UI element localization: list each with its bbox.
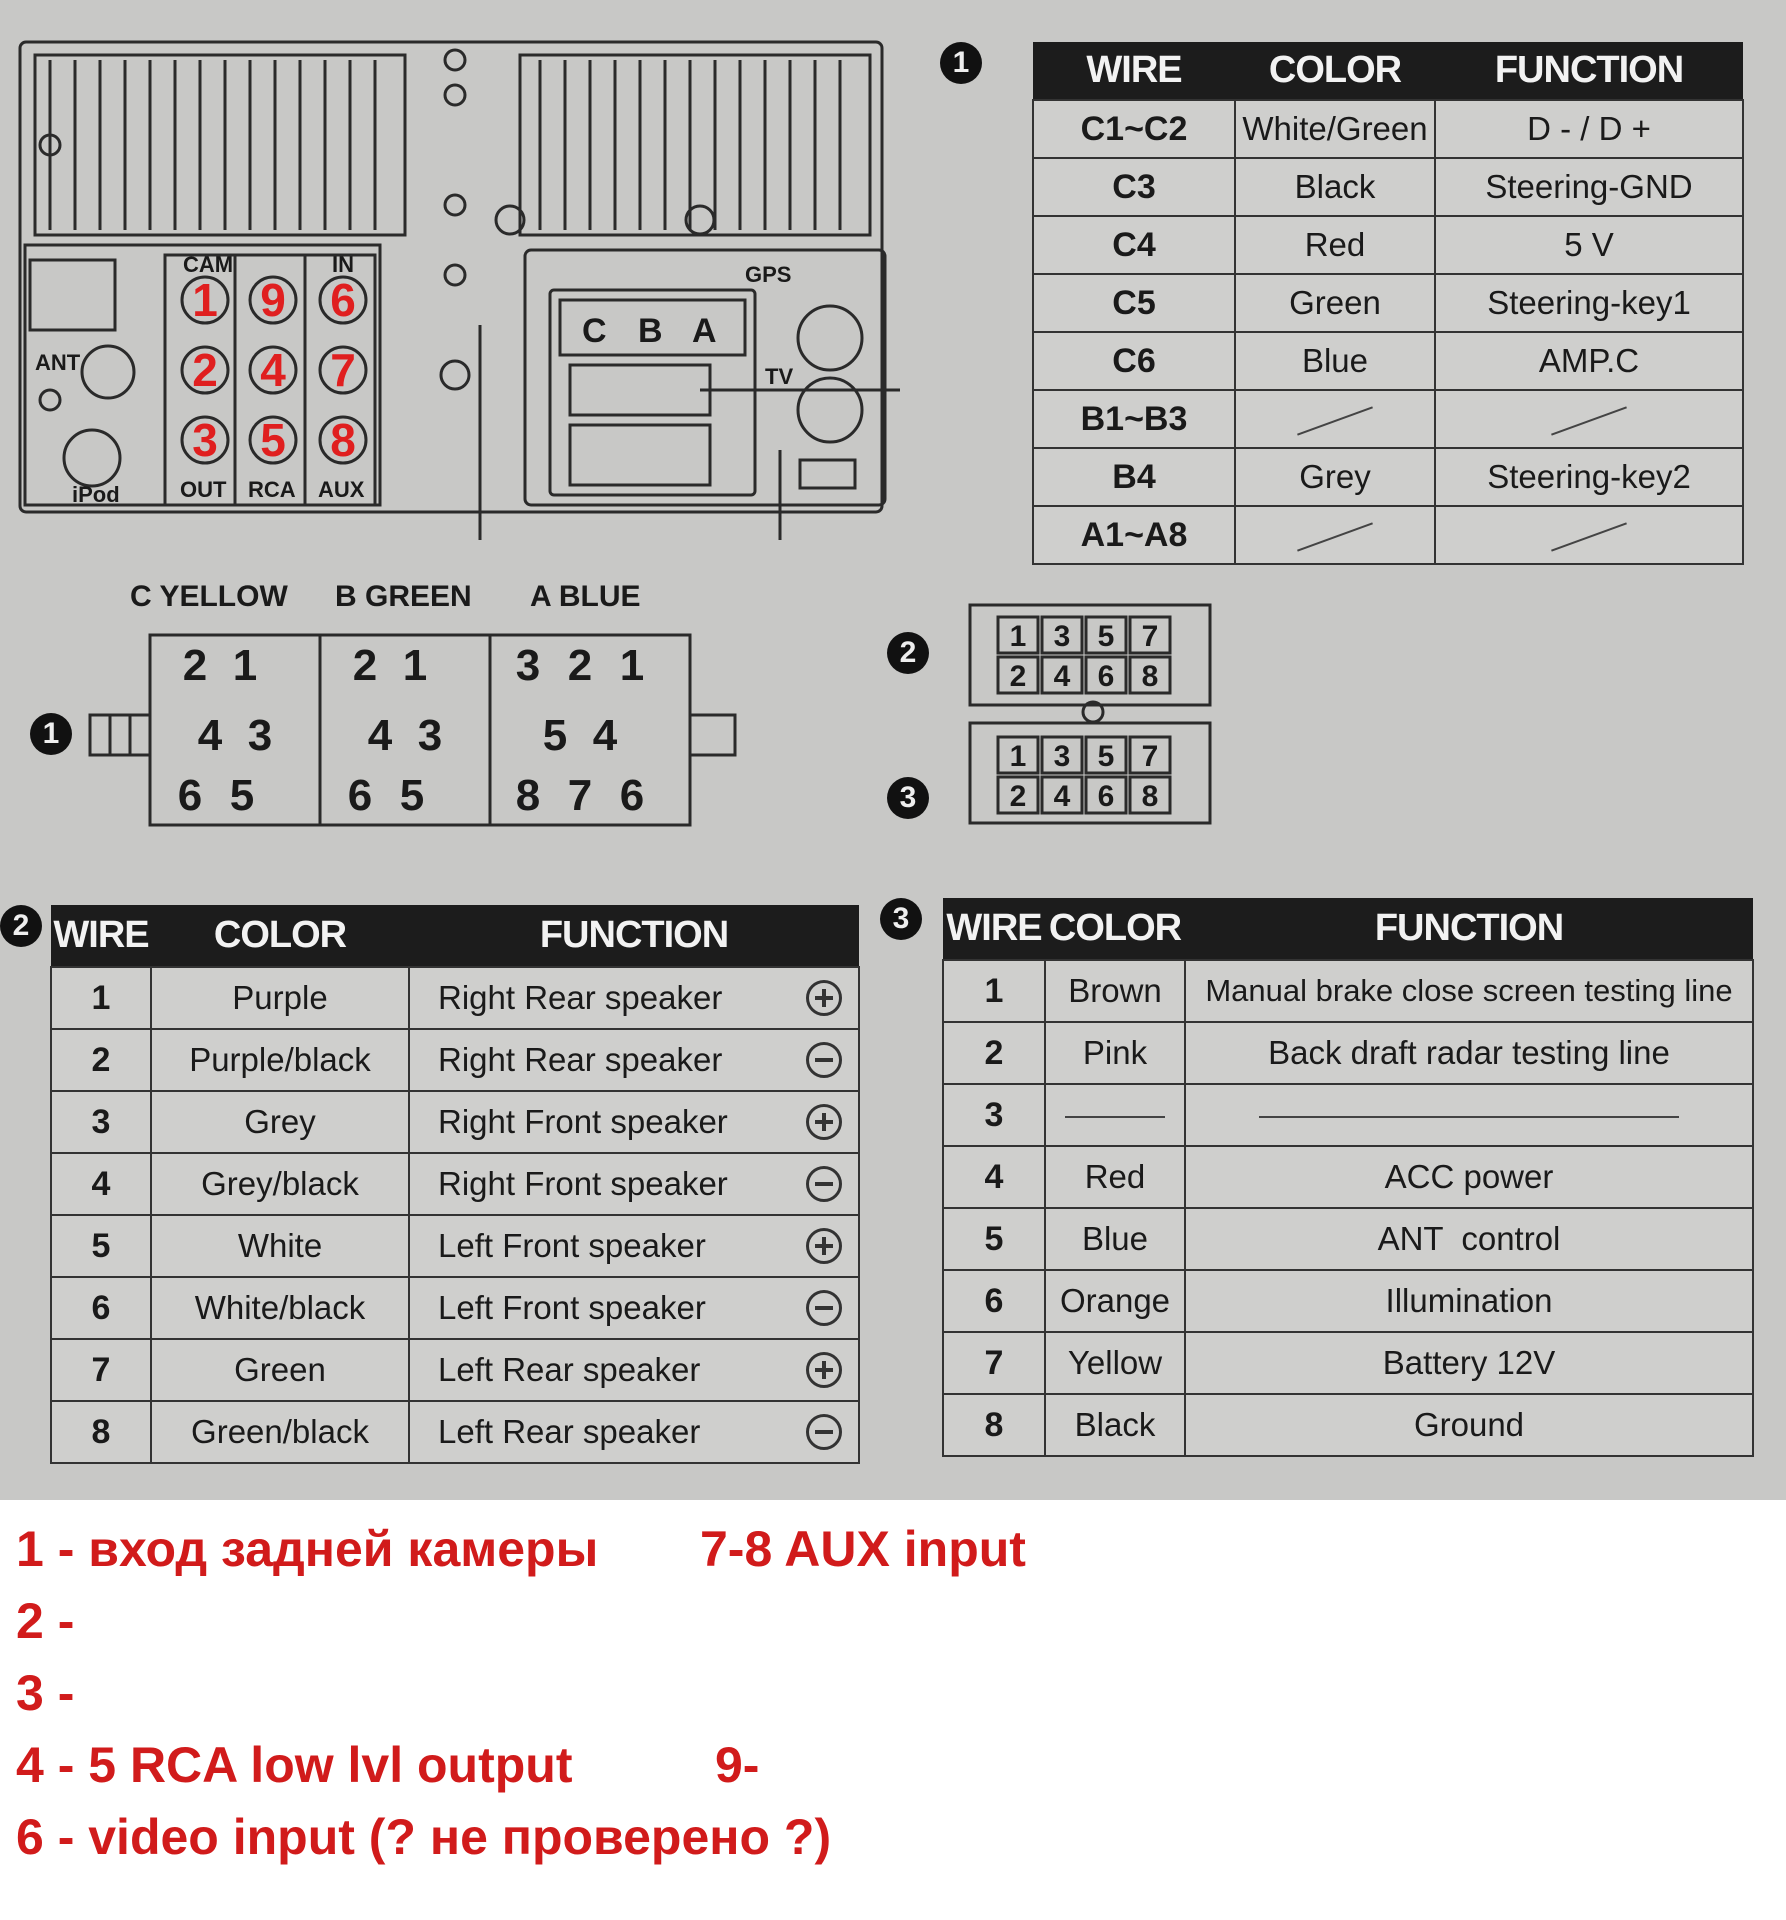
- minus-icon: [806, 1414, 842, 1450]
- pin-b: 6: [347, 771, 373, 820]
- header-function: FUNCTION: [1185, 898, 1753, 960]
- table-row: [1033, 390, 1743, 448]
- pin-c: 4: [197, 711, 223, 760]
- wire-cell: 7: [51, 1339, 151, 1401]
- rear-panel: [0, 0, 900, 540]
- color-cell: Pink: [1045, 1022, 1185, 1084]
- jack-number: 3: [192, 414, 218, 466]
- wire-cell: B1~B3: [1033, 390, 1235, 448]
- cam-label: CAM: [183, 252, 234, 277]
- color-cell: White: [151, 1215, 409, 1277]
- function-cell: [409, 1091, 859, 1153]
- wire-cell: 6: [943, 1270, 1045, 1332]
- pin-c: 5: [229, 771, 255, 820]
- wire-cell: 7: [943, 1332, 1045, 1394]
- connector1-drawing: [20, 570, 740, 860]
- function-cell: Steering-GND: [1435, 158, 1743, 216]
- function-cell-empty: [1435, 390, 1743, 448]
- color-cell: Yellow: [1045, 1332, 1185, 1394]
- color-cell: White/Green: [1235, 100, 1435, 158]
- wire-cell: C3: [1033, 158, 1235, 216]
- jack-number: 8: [330, 414, 356, 466]
- pin-b: 3: [417, 711, 443, 760]
- header-color: COLOR: [151, 905, 409, 967]
- color-cell: Green/black: [151, 1401, 409, 1463]
- function-cell: Back draft radar testing line: [1185, 1022, 1753, 1084]
- table-row: [943, 1146, 1753, 1208]
- note-line-2: 2 -: [16, 1593, 75, 1649]
- function-cell: Ground: [1185, 1394, 1753, 1456]
- wire-cell: A1~A8: [1033, 506, 1235, 564]
- function-cell: [409, 1153, 859, 1215]
- color-cell: Black: [1235, 158, 1435, 216]
- function-cell-empty: [1185, 1084, 1753, 1146]
- pin-top: 4: [1053, 660, 1071, 693]
- color-cell: Brown: [1045, 960, 1185, 1022]
- header-function: FUNCTION: [1435, 42, 1743, 100]
- plus-icon: [806, 1104, 842, 1140]
- table-row: [51, 1401, 859, 1463]
- color-cell: Red: [1045, 1146, 1185, 1208]
- pin-top: 7: [1141, 620, 1159, 653]
- badge-table3: 3: [880, 898, 922, 940]
- tv-label: TV: [765, 364, 794, 389]
- color-cell: Green: [151, 1339, 409, 1401]
- pin-a: 8: [515, 771, 541, 820]
- table-row: [51, 1153, 859, 1215]
- minus-icon: [806, 1042, 842, 1078]
- heatsink-left: [35, 55, 405, 235]
- pin-bottom: 4: [1053, 780, 1071, 813]
- table-row: [943, 1270, 1753, 1332]
- function-cell: Illumination: [1185, 1270, 1753, 1332]
- table-row: [51, 1029, 859, 1091]
- color-cell: White/black: [151, 1277, 409, 1339]
- badge-table1: 1: [940, 42, 982, 84]
- jack-number: 1: [192, 274, 218, 326]
- rca-label: RCA: [248, 477, 296, 502]
- function-cell: [409, 1401, 859, 1463]
- pin-a: 3: [515, 641, 541, 690]
- header-function: FUNCTION: [409, 905, 859, 967]
- pin-b: 5: [399, 771, 425, 820]
- pin-bottom: 5: [1097, 740, 1115, 773]
- table-row: [943, 1084, 1753, 1146]
- table-row: [943, 1394, 1753, 1456]
- connector-a-title: A BLUE: [530, 580, 641, 613]
- jack-number: 9: [260, 274, 286, 326]
- function-cell: [409, 1277, 859, 1339]
- pin-top: 1: [1009, 620, 1027, 653]
- pin-b: 2: [352, 641, 378, 690]
- header-color: COLOR: [1235, 42, 1435, 100]
- function-cell: Steering-key2: [1435, 448, 1743, 506]
- color-cell: Red: [1235, 216, 1435, 274]
- function-cell: ANT control: [1185, 1208, 1753, 1270]
- table-row: [1033, 332, 1743, 390]
- wire-cell: C6: [1033, 332, 1235, 390]
- pin-bottom: 2: [1009, 780, 1027, 813]
- jack-number: 6: [330, 274, 356, 326]
- color-cell-empty: [1235, 390, 1435, 448]
- table-row: [943, 1332, 1753, 1394]
- pin-c: 6: [177, 771, 203, 820]
- wire-cell: 8: [943, 1394, 1045, 1456]
- note-line-1a: 1 - вход задней камеры: [16, 1521, 599, 1577]
- header-wire: WIRE: [943, 898, 1045, 960]
- connector-c-title: C YELLOW: [130, 580, 288, 613]
- wire-cell: 2: [943, 1022, 1045, 1084]
- header-wire: WIRE: [51, 905, 151, 967]
- function-cell: AMP.C: [1435, 332, 1743, 390]
- function-cell: Battery 12V: [1185, 1332, 1753, 1394]
- pin-top: 2: [1009, 660, 1027, 693]
- function-text: Right Rear speaker: [438, 979, 723, 1016]
- pin-bottom: 1: [1009, 740, 1027, 773]
- wire-cell: 3: [51, 1091, 151, 1153]
- function-text: Left Front speaker: [438, 1227, 706, 1264]
- wire-cell: 5: [943, 1208, 1045, 1270]
- note-line-3: 3 -: [16, 1665, 75, 1721]
- table-row: [1033, 216, 1743, 274]
- connector-b-title: B GREEN: [335, 580, 472, 613]
- table-row: [1033, 100, 1743, 158]
- note-line-4a: 4 - 5 RCA low lvl output: [16, 1737, 573, 1793]
- table-row: [943, 1022, 1753, 1084]
- function-cell: ACC power: [1185, 1146, 1753, 1208]
- color-cell: Green: [1235, 274, 1435, 332]
- wire-cell: C4: [1033, 216, 1235, 274]
- table3: [942, 898, 1754, 1457]
- note-line-6: 6 - video input (? не проверено ?): [16, 1809, 832, 1865]
- function-cell: Manual brake close screen testing line: [1185, 960, 1753, 1022]
- jack-number: 2: [192, 344, 218, 396]
- header-color: COLOR: [1045, 898, 1185, 960]
- wire-cell: 3: [943, 1084, 1045, 1146]
- color-cell: Purple: [151, 967, 409, 1029]
- wire-cell: C1~C2: [1033, 100, 1235, 158]
- note-line-1b: 7-8 AUX input: [700, 1521, 1026, 1577]
- pin-bottom: 3: [1053, 740, 1071, 773]
- pin-top: 5: [1097, 620, 1115, 653]
- table-row: [51, 967, 859, 1029]
- badge-connector2: 2: [887, 632, 929, 674]
- function-cell: [409, 1339, 859, 1401]
- minus-icon: [806, 1290, 842, 1326]
- jack-number: 5: [260, 414, 286, 466]
- function-text: Right Front speaker: [438, 1165, 728, 1202]
- color-cell: Grey/black: [151, 1153, 409, 1215]
- function-text: Right Rear speaker: [438, 1041, 723, 1078]
- minus-icon: [806, 1166, 842, 1202]
- table-row: [1033, 274, 1743, 332]
- badge-connector3: 3: [887, 777, 929, 819]
- jack-number: 7: [330, 344, 356, 396]
- pin-a: 1: [619, 641, 645, 690]
- table-row: [51, 1339, 859, 1401]
- function-cell: [409, 967, 859, 1029]
- pin-c: 2: [182, 641, 208, 690]
- pin-bottom: 6: [1097, 780, 1115, 813]
- color-cell: Black: [1045, 1394, 1185, 1456]
- color-cell: Grey: [151, 1091, 409, 1153]
- badge-table2: 2: [0, 905, 42, 947]
- function-text: Left Rear speaker: [438, 1351, 701, 1388]
- function-cell: Steering-key1: [1435, 274, 1743, 332]
- pin-b: 4: [367, 711, 393, 760]
- pin-top: 6: [1097, 660, 1115, 693]
- wire-cell: 1: [943, 960, 1045, 1022]
- pin-a: 7: [567, 771, 593, 820]
- wire-cell: 2: [51, 1029, 151, 1091]
- color-cell: Grey: [1235, 448, 1435, 506]
- pin-a: 4: [592, 711, 618, 760]
- pin-c: 1: [232, 641, 258, 690]
- function-cell-empty: [1435, 506, 1743, 564]
- color-cell-empty: [1235, 506, 1435, 564]
- plus-icon: [806, 980, 842, 1016]
- pin-top: 8: [1141, 660, 1159, 693]
- pin-top: 3: [1053, 620, 1071, 653]
- table-row: [1033, 506, 1743, 564]
- table2: [50, 905, 860, 1464]
- ipod-label: iPod: [72, 482, 120, 507]
- wire-cell: C5: [1033, 274, 1235, 332]
- table-row: [943, 1208, 1753, 1270]
- function-cell: [409, 1029, 859, 1091]
- color-cell: Orange: [1045, 1270, 1185, 1332]
- ant-label: ANT: [35, 350, 81, 375]
- wire-cell: 4: [943, 1146, 1045, 1208]
- color-cell: Blue: [1045, 1208, 1185, 1270]
- table-row: [51, 1277, 859, 1339]
- pin-bottom: 8: [1141, 780, 1159, 813]
- socket-letter-a: A: [692, 312, 717, 350]
- pin-b: 1: [402, 641, 428, 690]
- badge-connector1: 1: [30, 713, 72, 755]
- plus-icon: [806, 1352, 842, 1388]
- function-cell: [409, 1215, 859, 1277]
- pin-a: 2: [567, 641, 593, 690]
- socket-letter-b: B: [638, 312, 663, 350]
- table-row: [1033, 448, 1743, 506]
- pin-bottom: 7: [1141, 740, 1159, 773]
- pin-a: 5: [542, 711, 568, 760]
- plus-icon: [806, 1228, 842, 1264]
- out-label: OUT: [180, 477, 227, 502]
- table-row: [51, 1091, 859, 1153]
- function-cell: 5 V: [1435, 216, 1743, 274]
- wire-cell: B4: [1033, 448, 1235, 506]
- note-line-4b: 9-: [715, 1737, 760, 1793]
- function-text: Right Front speaker: [438, 1103, 728, 1140]
- socket-letter-c: C: [582, 312, 607, 350]
- table1: [1032, 42, 1744, 565]
- in-label: IN: [332, 252, 354, 277]
- aux-label: AUX: [318, 477, 365, 502]
- header-wire: WIRE: [1033, 42, 1235, 100]
- connector23-drawing: [930, 595, 1220, 835]
- wire-cell: 5: [51, 1215, 151, 1277]
- wire-cell: 4: [51, 1153, 151, 1215]
- wire-cell: 6: [51, 1277, 151, 1339]
- table-row: [943, 960, 1753, 1022]
- gps-label: GPS: [745, 262, 792, 287]
- wire-cell: 8: [51, 1401, 151, 1463]
- function-text: Left Rear speaker: [438, 1413, 701, 1450]
- function-cell: D - / D +: [1435, 100, 1743, 158]
- function-text: Left Front speaker: [438, 1289, 706, 1326]
- pin-a: 6: [619, 771, 645, 820]
- color-cell-empty: [1045, 1084, 1185, 1146]
- jack-number: 4: [260, 344, 286, 396]
- table-row: [51, 1215, 859, 1277]
- color-cell: Blue: [1235, 332, 1435, 390]
- table-row: [1033, 158, 1743, 216]
- wire-cell: 1: [51, 967, 151, 1029]
- pin-c: 3: [247, 711, 273, 760]
- color-cell: Purple/black: [151, 1029, 409, 1091]
